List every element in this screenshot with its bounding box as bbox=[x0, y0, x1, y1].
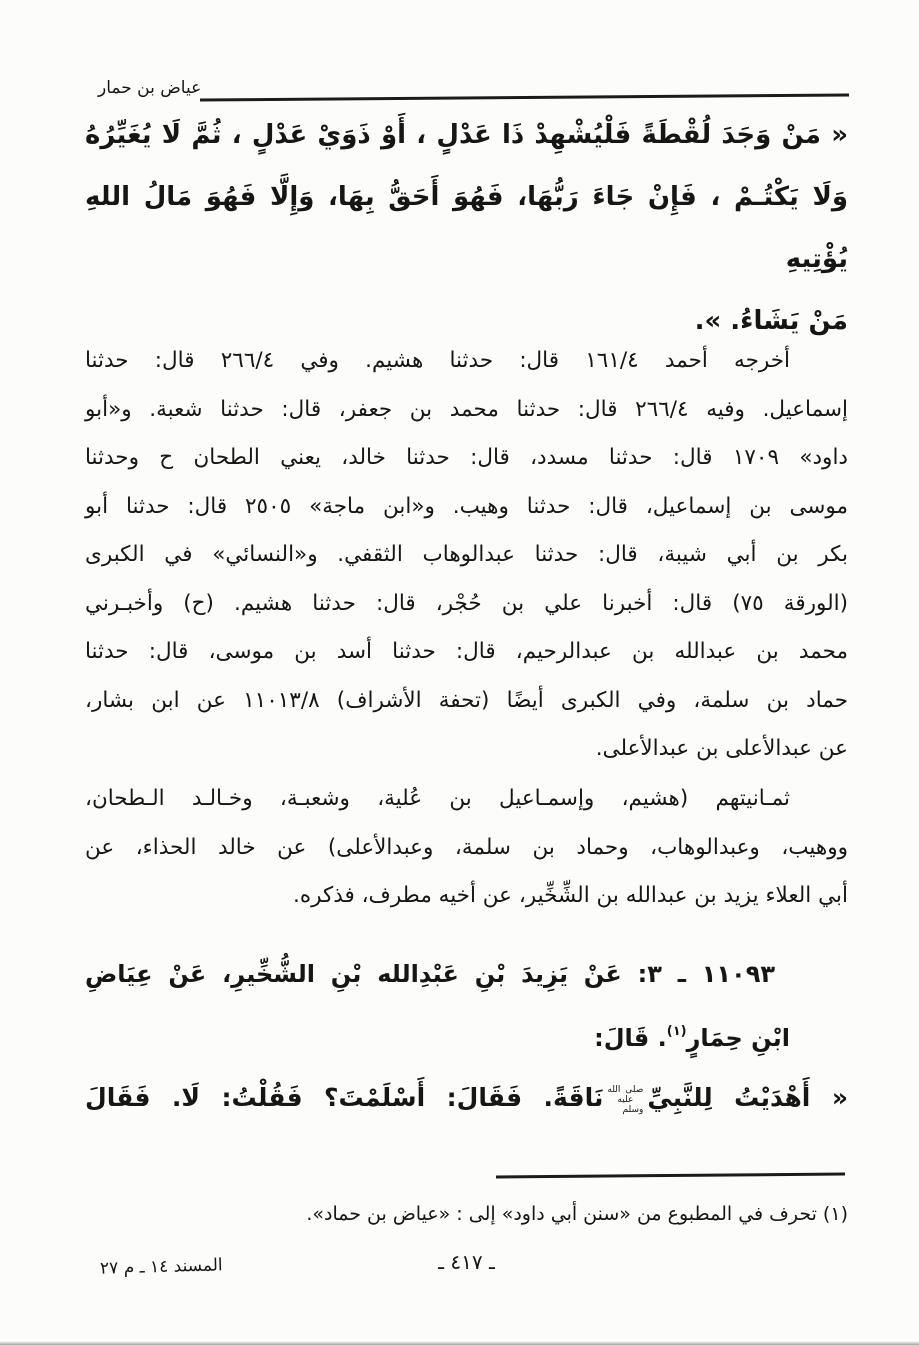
body-line: ثمـانيتهم (هشيم، وإسمـاعيل بن عُلية، وشعبـة، وخـالـد الـطحان، bbox=[85, 786, 790, 811]
body-line: بكر بن أبي شيبة، قال: حدثنا عبدالوهاب الثقفي. و«النسائي» في الكبرى bbox=[85, 542, 848, 567]
quote-line: « مَنْ وَجَدَ لُقْطَةً فَلْيُشْهِدْ ذَا عَدْلٍ ، أَوْ ذَوَيْ عَدْلٍ ، ثُمَّ لَا يُغَيِّرُهُ bbox=[85, 120, 848, 150]
body-line: إسماعيل. وفيه ٢٦٦/٤ قال: حدثنا محمد بن جعفر، قال: حدثنا شعبة. و«أبو bbox=[85, 396, 848, 422]
page-number: ـ ٤١٧ ـ bbox=[438, 1250, 495, 1274]
footnote-marker: (١) bbox=[666, 1024, 687, 1039]
footnote-rule bbox=[496, 1172, 845, 1178]
hadith-heading bbox=[85, 946, 848, 1067]
body-line: أخرجه أحمد ١٦١/٤ قال: حدثنا هشيم. وفي ٢٦٦/٤ قال: حدثنا bbox=[85, 348, 790, 373]
body-line: (الورقة ٧٥) قال: أخبرنا علي بن حُجْر، قال: حدثنا هشيم. (ح) وأخبـرني bbox=[85, 590, 848, 616]
hadith-heading-continuation bbox=[85, 1003, 848, 1067]
heading-tail: . قَالَ: bbox=[594, 1024, 667, 1052]
hadith-number-line: ١١٠٩٣ ـ ٣: عَنْ يَزِيدَ بْنِ عَبْدِالله بْنِ الشُّخِّيرِ، عَنْ عِيَاضِ bbox=[85, 960, 775, 988]
quote-line: وَلَا يَكْتُـمْ ، فَإِنْ جَاءَ رَبُّهَا، فَهُوَ أَحَقُّ بِهَا، وَإِلَّا فَهُوَ مَالُ اللهِ يُؤْتِيهِ bbox=[85, 182, 848, 274]
takhrij-paragraph bbox=[85, 337, 848, 774]
header-rule bbox=[200, 93, 849, 101]
volume-info: المسند ١٤ ـ م ٢٧ bbox=[99, 1255, 223, 1279]
honorific-line: عليه وسلم bbox=[617, 1095, 644, 1115]
body-line: موسى بن إسماعيل، قال: حدثنا وهيب. و«ابن ماجة» ٢٥٠٥ قال: حدثنا أبو bbox=[85, 493, 848, 519]
body-line: أبي العلاء يزيد بن عبدالله بن الشِّخِّير، عن أخيه مطرف، فذكره. bbox=[293, 883, 848, 908]
hadith-quote-1 bbox=[85, 104, 848, 352]
footnote bbox=[85, 1193, 848, 1235]
body-line: ووهيب، وعبدالوهاب، وحماد بن سلمة، وعبدالأعلى) عن خالد الحذاء، عن bbox=[85, 834, 848, 860]
quote-text-pre: « أَهْدَيْتُ لِلنَّبِيِّ bbox=[647, 1083, 848, 1112]
quote-line bbox=[85, 1070, 848, 1126]
body-line: داود» ١٧٠٩ قال: حدثنا مسدد، قال: حدثنا خالد، يعني الطحان ح وحدثنا bbox=[85, 445, 848, 470]
quote-line: مَنْ يَشَاءُ. ». bbox=[694, 306, 848, 336]
footnote-text: (١) تحرف في المطبوع من «سنن أبي داود» إلى : «عياض بن حماد». bbox=[306, 1203, 848, 1225]
running-title: عياض بن حمار bbox=[98, 78, 202, 98]
salla-honorific-mark bbox=[607, 1085, 643, 1115]
body-line: محمد بن عبدالله بن عبدالرحيم، قال: حدثنا أسد بن موسى، قال: حدثنا bbox=[85, 639, 848, 664]
isnad-summary-paragraph bbox=[85, 775, 848, 921]
honorific-line: صلى الله bbox=[607, 1085, 644, 1095]
narrator-name: ابْنِ حِمَارٍ bbox=[686, 1024, 790, 1052]
hadith-quote-2 bbox=[85, 1070, 848, 1126]
body-line: حماد بن سلمة، وفي الكبرى أيضًا (تحفة الأشراف) ١١٠١٣/٨ عن ابن بشار، bbox=[85, 687, 848, 713]
quote-text-post: نَاقَةً. فَقَالَ: أَسْلَمْتَ؟ فَقُلْتُ: لَا. فَقَالَ bbox=[85, 1083, 604, 1112]
body-line: عن عبدالأعلى بن عبدالأعلى. bbox=[595, 736, 848, 761]
